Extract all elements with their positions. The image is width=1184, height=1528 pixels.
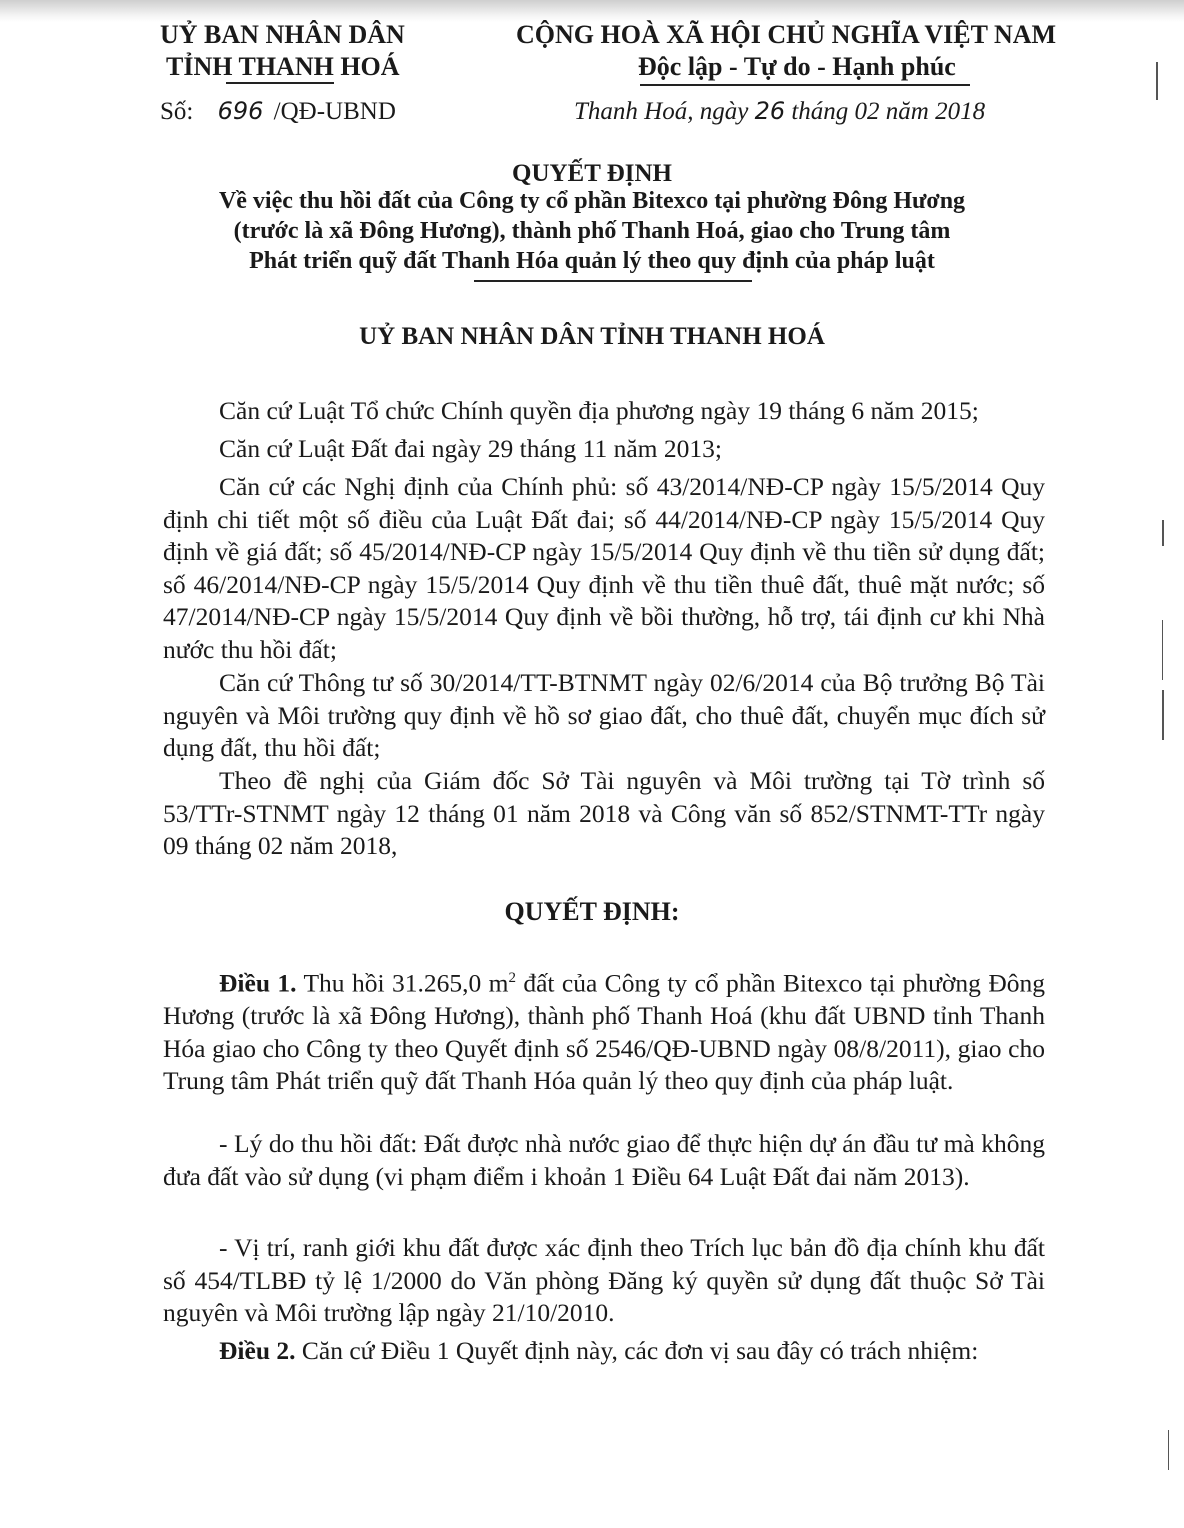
- doc-number-suffix: /QĐ-UBND: [273, 98, 396, 125]
- subject-underline: [474, 280, 752, 282]
- article-2: Điều 2. Căn cứ Điều 1 Quyết định này, các đơn vị sau đây có trách nhiệm:: [219, 1336, 979, 1365]
- scan-mark: [1156, 62, 1158, 100]
- article-1: Điều 1. Thu hồi 31.265,0 $m^2$ đất của Công ty cổ phần Bitexco tại phường Đông Hương (trước là xã Đông Hương), thành phố Thanh Hoá (khu đất UBND tỉnh Thanh Hóa giao cho Công ty theo Quyết định số 2546/QĐ-UBND ngày 08/8/2011), giao cho Trung tâm Phát triển quỹ đất Thanh Hóa quản lý theo quy định của pháp luật.: [163, 968, 1046, 1095]
- legal-basis-5: Theo đề nghị của Giám đốc Sở Tài nguyên và Môi trường tại Tờ trình số 53/TTr-STNMT ngày 12 tháng 01 năm 2018 và Công văn số 852/STNMT-TTr ngày 09 tháng 02 năm 2018,: [163, 766, 1045, 860]
- decision-subject-line2: (trước là xã Đông Hương), thành phố Thanh Hoá, giao cho Trung tâm: [233, 218, 951, 244]
- legal-basis-4: Căn cứ Thông tư số 30/2014/TT-BTNMT ngày 02/6/2014 của Bộ trưởng Bộ Tài nguyên và Môi trường quy định về hồ sơ giao đất, cho thuê đất, chuyển mục đích sử dụng đất, thu hồi đất;: [163, 668, 1045, 762]
- nation-title: CỘNG HOÀ XÃ HỘI CHỦ NGHĨA VIỆT NAM: [516, 20, 1057, 49]
- doc-number-row: [160, 97, 396, 126]
- org-name-line2: TỈNH THANH HOÁ: [166, 52, 400, 81]
- scan-top-shadow: [0, 0, 1184, 22]
- legal-basis-3: Căn cứ các Nghị định của Chính phủ: số 43/2014/NĐ-CP ngày 15/5/2014 Quy định chi tiết một số điều của Luật Đất đai; số 44/2014/NĐ-CP ngày 15/5/2014 Quy định về giá đất; số 45/2014/NĐ-CP ngày 15/5/2014 Quy định về thu tiền sử dụng đất; số 46/2014/NĐ-CP ngày 15/5/2014 Quy định về thu tiền thuê đất, thuê mặt nước; số 47/2014/NĐ-CP ngày 15/5/2014 Quy định về bồi thường, hỗ trợ, tái định cư khi Nhà nước thu hồi đất;: [163, 472, 1045, 664]
- issuer-heading: UỶ BAN NHÂN DÂN TỈNH THANH HOÁ: [359, 323, 825, 350]
- date-day-handwritten: 26: [754, 97, 786, 125]
- date-prefix: Thanh Hoá, ngày: [574, 98, 749, 125]
- place-date: [574, 97, 985, 126]
- scan-mark: [1162, 620, 1163, 680]
- article-1-label: Điều 1.: [219, 968, 297, 998]
- date-suffix: tháng 02 năm 2018: [791, 98, 986, 125]
- scan-mark: [1162, 690, 1164, 740]
- article-1-reason: - Lý do thu hồi đất: Đất được nhà nước giao để thực hiện dự án đầu tư mà không đưa đất vào sử dụng (vi phạm điểm i khoản 1 Điều 64 Luật Đất đai năm 2013).: [163, 1129, 1045, 1191]
- doc-number-label: Số:: [160, 98, 194, 125]
- unit-superscript: 2: [508, 970, 516, 986]
- legal-basis-2: Căn cứ Luật Đất đai ngày 29 tháng 11 năm 2013;: [219, 434, 722, 463]
- article-1-location: - Vị trí, ranh giới khu đất được xác định theo Trích lục bản đồ địa chính khu đất số 454/TLBĐ tỷ lệ 1/2000 do Văn phòng Đăng ký quyền sử dụng đất thuộc Sở Tài nguyên và Môi trường lập ngày 21/10/2010.: [163, 1233, 1045, 1327]
- decision-title: QUYẾT ĐỊNH: [512, 160, 672, 187]
- doc-number-handwritten: 696: [217, 97, 264, 125]
- decision-subject-line1: Về việc thu hồi đất của Công ty cổ phần Bitexco tại phường Đông Hương: [218, 188, 966, 214]
- decides-heading: QUYẾT ĐỊNH:: [504, 897, 680, 926]
- org-name-line1: UỶ BAN NHÂN DÂN: [160, 20, 405, 49]
- article-2-label: Điều 2.: [219, 1336, 296, 1365]
- scan-mark: [1168, 1430, 1169, 1470]
- motto-underline: [640, 84, 970, 86]
- org-underline: [226, 82, 334, 84]
- legal-basis-1: Căn cứ Luật Tổ chức Chính quyền địa phương ngày 19 tháng 6 năm 2015;: [219, 396, 979, 425]
- nation-motto: Độc lập - Tự do - Hạnh phúc: [638, 52, 956, 81]
- scan-mark: [1162, 520, 1164, 546]
- decision-subject-line3: Phát triển quỹ đất Thanh Hóa quản lý theo quy định của pháp luật: [249, 248, 935, 274]
